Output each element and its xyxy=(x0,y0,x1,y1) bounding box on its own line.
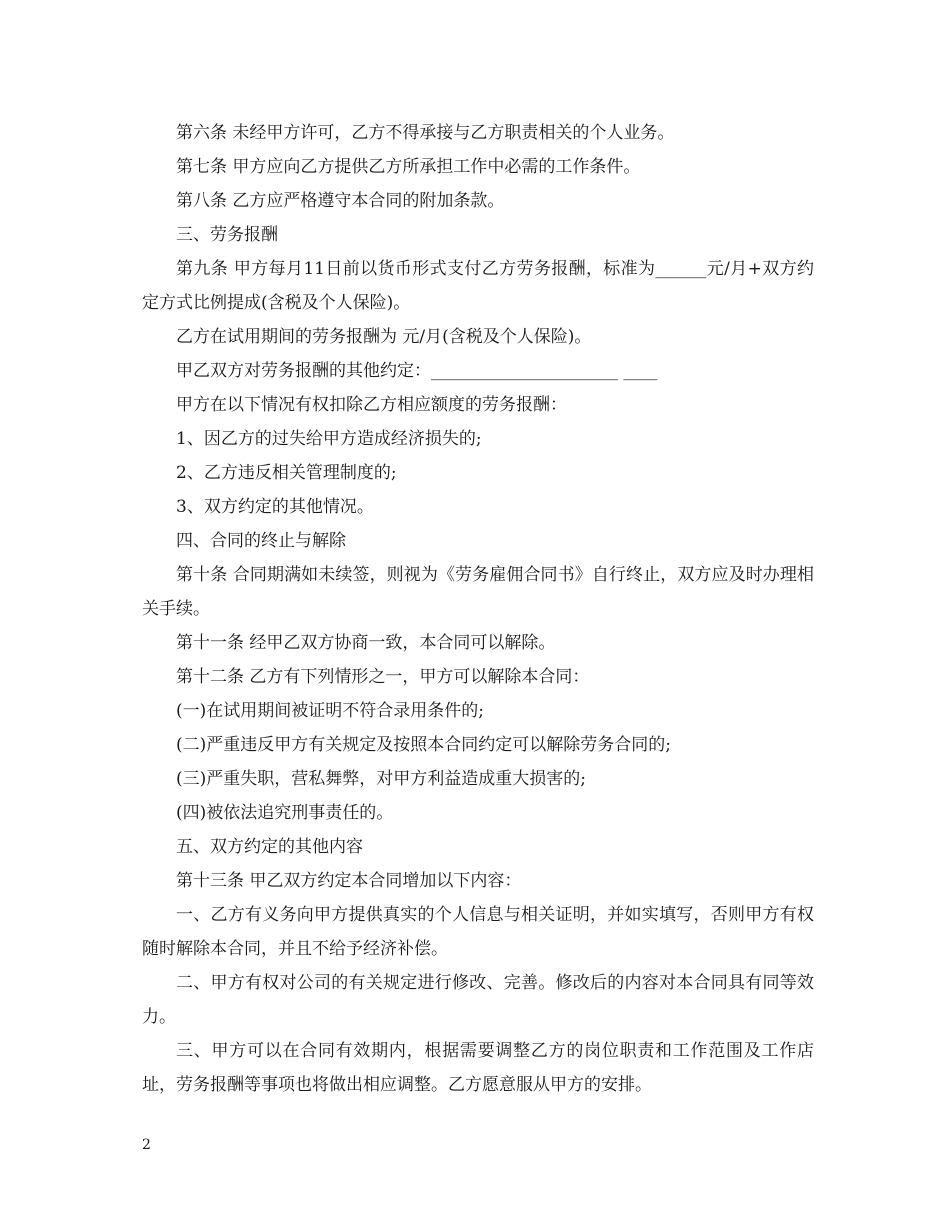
deduction-item-1: 1、因乙方的过失给甲方造成经济损失的; xyxy=(176,429,482,449)
section-heading-other: 五、双方约定的其他内容 xyxy=(176,837,363,857)
clause-3: 三、甲方可以在合同有效期内，根据需要调整乙方的岗位职责和工作范围及工作店址，劳务报酬等事项也将做出相应调整。乙方愿意服从甲方的安排。 xyxy=(142,1041,814,1095)
termination-item-4: (四)被依法追究刑事责任的。 xyxy=(176,803,394,823)
article-7: 第七条 甲方应向乙方提供乙方所承担工作中必需的工作条件。 xyxy=(176,157,641,177)
article-8: 第八条 乙方应严格遵守本合同的附加条款。 xyxy=(176,191,505,211)
termination-item-3: (三)严重失职，营私舞弊，对甲方利益造成重大损害的; xyxy=(176,769,586,789)
deduction-item-2: 2、乙方违反相关管理制度的; xyxy=(176,463,397,483)
clause-2: 二、甲方有权对公司的有关规定进行修改、完善。修改后的内容对本合同具有同等效力。 xyxy=(142,973,814,1027)
article-12: 第十二条 乙方有下列情形之一，甲方可以解除本合同： xyxy=(176,667,590,687)
deduction-item-3: 3、双方约定的其他情况。 xyxy=(176,497,374,517)
document-body xyxy=(142,116,814,1102)
article-6: 第六条 未经甲方许可，乙方不得承接与乙方职责相关的个人业务。 xyxy=(176,123,675,143)
page-number: 2 xyxy=(142,1137,151,1153)
termination-item-1: (一)在试用期间被证明不符合录用条件的; xyxy=(176,701,484,721)
section-heading-termination: 四、合同的终止与解除 xyxy=(176,531,346,551)
article-9: 第九条 甲方每月11日前以货币形式支付乙方劳务报酬，标准为______元/月+双方约定方式比例提成(含税及个人保险)。 xyxy=(142,259,814,313)
clause-1: 一、乙方有义务向甲方提供真实的个人信息与相关证明，并如实填写，否则甲方有权随时解除本合同，并且不给予经济补偿。 xyxy=(142,905,814,959)
probation-remuneration: 乙方在试用期间的劳务报酬为 元/月(含税及个人保险)。 xyxy=(176,327,592,347)
other-remuneration-agreement: 甲乙双方对劳务报酬的其他约定：______________________ ____ xyxy=(176,361,658,381)
article-13: 第十三条 甲乙双方约定本合同增加以下内容： xyxy=(176,871,522,891)
section-heading-remuneration: 三、劳务报酬 xyxy=(176,225,278,245)
deduction-conditions: 甲方在以下情况有权扣除乙方相应额度的劳务报酬： xyxy=(176,395,567,415)
article-10: 第十条 合同期满如未续签，则视为《劳务雇佣合同书》自行终止，双方应及时办理相关手续。 xyxy=(142,565,814,619)
article-11: 第十一条 经甲乙双方协商一致，本合同可以解除。 xyxy=(176,633,556,653)
termination-item-2: (二)严重违反甲方有关规定及按照本合同约定可以解除劳务合同的; xyxy=(176,735,671,755)
